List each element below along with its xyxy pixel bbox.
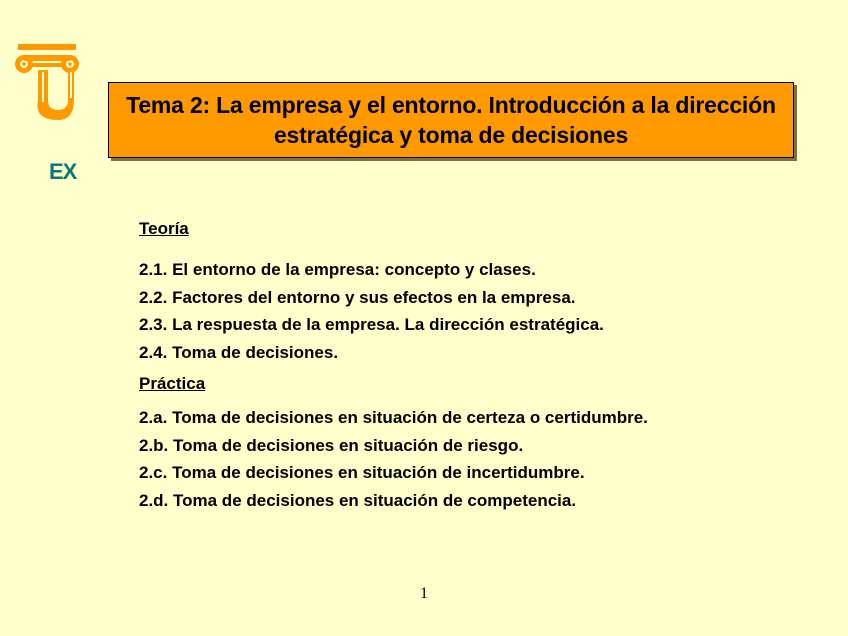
list-item: 2.2. Factores del entorno y sus efectos en la empresa. [139, 287, 576, 307]
practice-list [139, 404, 829, 514]
university-logo [12, 40, 84, 184]
list-item: 2.b. Toma de decisiones en situación de riesgo. [139, 435, 524, 455]
section-practice [139, 373, 829, 514]
list-item: 2.d. Toma de decisiones en situación de competencia. [139, 490, 577, 510]
page-number: 1 [420, 585, 428, 602]
page-title [111, 90, 791, 150]
logo-letters: EX [49, 159, 77, 184]
list-item: 2.3. La respuesta de la empresa. La dirección estratégica. [139, 315, 604, 334]
section-theory [139, 218, 829, 366]
list-item: 2.1. El entorno de la empresa: concepto y clases. [139, 260, 536, 279]
uex-column-icon [12, 40, 84, 150]
content [139, 218, 829, 514]
section-heading-practice: Práctica [139, 374, 206, 393]
section-heading-theory: Teoría [139, 219, 189, 238]
title-box [108, 82, 794, 158]
list-item: 2.4. Toma de decisiones. [139, 342, 339, 362]
list-item: 2.c. Toma de decisiones en situación de incertidumbre. [139, 463, 585, 482]
theory-list [139, 256, 829, 366]
title-line-2: estratégica y toma de decisiones [273, 122, 629, 148]
list-item: 2.a. Toma de decisiones en situación de certeza o certidumbre. [139, 408, 648, 427]
title-line-1: Tema 2: La empresa y el entorno. Introducción a la dirección [126, 92, 776, 118]
